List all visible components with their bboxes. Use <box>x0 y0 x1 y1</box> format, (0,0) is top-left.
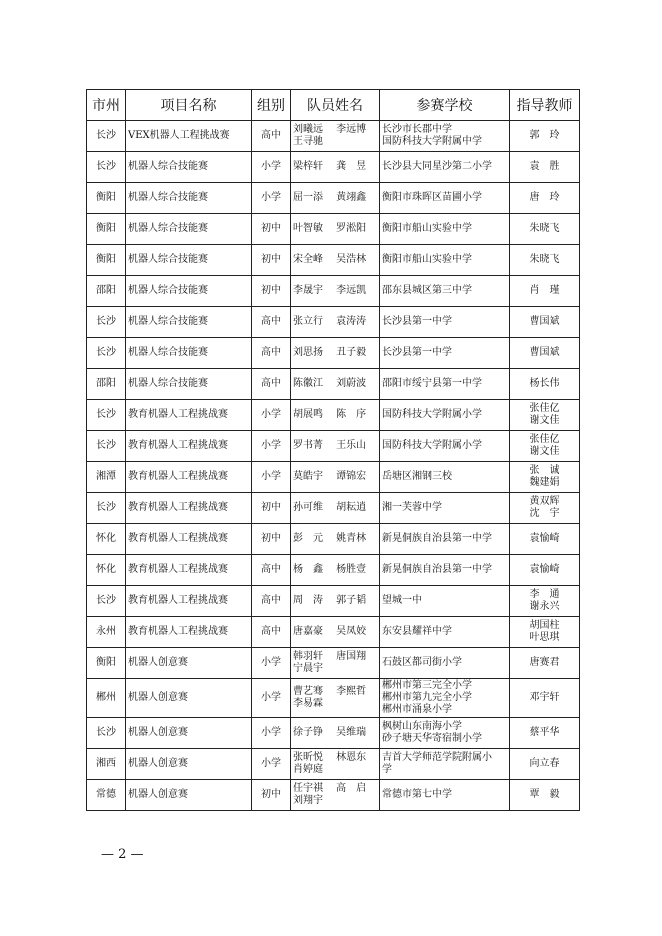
city-cell: 长沙 <box>87 586 126 617</box>
teacher-line: 魏建娟 <box>529 477 560 488</box>
group-cell: 小学 <box>252 431 291 462</box>
teacher-line: 谢永兴 <box>529 601 560 612</box>
table-body <box>87 121 580 811</box>
group-cell: 小学 <box>252 183 291 214</box>
member-line: 胡展鸣 陈 序 <box>293 409 367 420</box>
member-line: 罗书菁 王乐山 <box>293 440 367 451</box>
school-cell <box>380 555 510 586</box>
city-cell: 衡阳 <box>87 648 126 679</box>
teacher-cell <box>510 679 580 718</box>
city-cell: 长沙 <box>87 307 126 338</box>
group-cell: 小学 <box>252 749 291 780</box>
teacher-cell <box>510 586 580 617</box>
school-line: 长沙县第一中学 <box>382 316 452 327</box>
members-cell <box>291 338 380 369</box>
members-cell <box>291 586 380 617</box>
teacher-line: 张 诚 <box>529 465 560 476</box>
group-cell: 高中 <box>252 555 291 586</box>
school-cell <box>380 245 510 276</box>
members-cell <box>291 369 380 400</box>
city-cell: 长沙 <box>87 121 126 152</box>
header-group: 组别 <box>252 90 291 121</box>
school-cell <box>380 307 510 338</box>
school-cell <box>380 586 510 617</box>
city-cell: 永州 <box>87 617 126 648</box>
project-cell: 机器人综合技能赛 <box>126 183 252 214</box>
school-cell <box>380 276 510 307</box>
group-cell: 高中 <box>252 307 291 338</box>
member-line: 莫皓宇 谭锦宏 <box>293 471 367 482</box>
project-cell: 机器人创意赛 <box>126 648 252 679</box>
members-cell <box>291 524 380 555</box>
header-city: 市州 <box>87 90 126 121</box>
city-cell: 邵阳 <box>87 369 126 400</box>
members-cell <box>291 718 380 749</box>
table-row <box>87 369 580 400</box>
group-cell: 初中 <box>252 780 291 811</box>
member-line: 任宇祺 高 启 <box>293 783 367 794</box>
school-cell <box>380 648 510 679</box>
city-cell: 湘西 <box>87 749 126 780</box>
teacher-line: 黄双辉 <box>529 496 560 507</box>
teacher-cell <box>510 648 580 679</box>
teacher-cell <box>510 555 580 586</box>
table-row <box>87 152 580 183</box>
teacher-cell <box>510 183 580 214</box>
city-cell: 常德 <box>87 780 126 811</box>
teacher-line: 胡国柱 <box>529 620 560 631</box>
award-table <box>86 89 580 811</box>
teacher-cell <box>510 718 580 749</box>
teacher-line: 谢文佳 <box>529 415 560 426</box>
table-header-row <box>87 90 580 121</box>
teacher-line: 袁愉崎 <box>529 533 560 544</box>
group-cell: 小学 <box>252 462 291 493</box>
school-cell <box>380 780 510 811</box>
teacher-cell <box>510 431 580 462</box>
teacher-line: 曹国斌 <box>529 316 560 327</box>
school-cell <box>380 431 510 462</box>
project-cell: 教育机器人工程挑战赛 <box>126 462 252 493</box>
school-line: 衡阳市珠晖区苗圃小学 <box>382 192 482 203</box>
school-cell <box>380 369 510 400</box>
teacher-cell <box>510 524 580 555</box>
group-cell: 初中 <box>252 245 291 276</box>
school-line: 衡阳市船山实验中学 <box>382 254 472 265</box>
group-cell: 小学 <box>252 679 291 718</box>
project-cell: 机器人综合技能赛 <box>126 369 252 400</box>
table-row <box>87 555 580 586</box>
teacher-line: 朱晓飞 <box>529 254 560 265</box>
group-cell: 高中 <box>252 121 291 152</box>
school-line: 长沙县大同星沙第二小学 <box>382 161 492 172</box>
school-line: 国防科技大学附属小学 <box>382 409 482 420</box>
project-cell: 教育机器人工程挑战赛 <box>126 524 252 555</box>
city-cell: 长沙 <box>87 338 126 369</box>
school-cell <box>380 617 510 648</box>
teacher-cell <box>510 121 580 152</box>
members-cell <box>291 462 380 493</box>
member-line: 韩羽轩 唐国翔 <box>293 651 367 662</box>
table-row <box>87 276 580 307</box>
school-line: 学 <box>382 764 392 775</box>
members-cell <box>291 679 380 718</box>
group-cell: 初中 <box>252 276 291 307</box>
city-cell: 邵阳 <box>87 276 126 307</box>
school-line: 邵东县城区第三中学 <box>382 285 472 296</box>
school-line: 新晃侗族自治县第一中学 <box>382 533 492 544</box>
school-line: 长沙市长郡中学 <box>382 124 452 135</box>
members-cell <box>291 493 380 524</box>
school-line: 衡阳市船山实验中学 <box>382 223 472 234</box>
group-cell: 初中 <box>252 493 291 524</box>
teacher-cell <box>510 369 580 400</box>
school-cell <box>380 183 510 214</box>
table-row <box>87 586 580 617</box>
teacher-line: 袁愉崎 <box>529 564 560 575</box>
project-cell: 教育机器人工程挑战赛 <box>126 493 252 524</box>
member-line: 王寻驰 <box>293 136 323 147</box>
table-row <box>87 679 580 718</box>
teacher-line: 邓宇轩 <box>529 692 560 703</box>
teacher-line: 张佳亿 <box>529 434 560 445</box>
member-line: 孙可维 胡耘逍 <box>293 502 367 513</box>
member-line: 张昕悦 林恩东 <box>293 752 367 763</box>
project-cell: 教育机器人工程挑战赛 <box>126 400 252 431</box>
member-line: 曹艺骞 李熙哲 <box>293 686 367 697</box>
table-row <box>87 431 580 462</box>
members-cell <box>291 183 380 214</box>
school-line: 砂子塘天华寄宿制小学 <box>382 733 482 744</box>
group-cell: 小学 <box>252 400 291 431</box>
members-cell <box>291 780 380 811</box>
project-cell: 机器人综合技能赛 <box>126 152 252 183</box>
table-row <box>87 245 580 276</box>
project-cell: 机器人创意赛 <box>126 749 252 780</box>
school-cell <box>380 718 510 749</box>
member-line: 宁晨宇 <box>293 663 323 674</box>
table-row <box>87 307 580 338</box>
project-cell: 机器人综合技能赛 <box>126 276 252 307</box>
school-cell <box>380 679 510 718</box>
teacher-line: 李 通 <box>529 589 560 600</box>
member-line: 屈一添 黄翊鑫 <box>293 192 367 203</box>
members-cell <box>291 276 380 307</box>
teacher-cell <box>510 214 580 245</box>
members-cell <box>291 648 380 679</box>
member-line: 李易霖 <box>293 698 323 709</box>
school-line: 东安县耀祥中学 <box>382 626 452 637</box>
project-cell: 机器人创意赛 <box>126 780 252 811</box>
teacher-line: 叶思琪 <box>529 632 560 643</box>
table-row <box>87 183 580 214</box>
teacher-line: 沈 宇 <box>529 508 560 519</box>
school-line: 国防科技大学附属中学 <box>382 136 482 147</box>
project-cell: 机器人创意赛 <box>126 718 252 749</box>
member-line: 梁梓轩 龚 昱 <box>293 161 367 172</box>
teacher-line: 张佳亿 <box>529 403 560 414</box>
member-line: 刘翔宇 <box>293 795 323 806</box>
school-line: 国防科技大学附属小学 <box>382 440 482 451</box>
group-cell: 初中 <box>252 214 291 245</box>
header-school: 参赛学校 <box>380 90 510 121</box>
members-cell <box>291 214 380 245</box>
table-row <box>87 524 580 555</box>
school-line: 郴州市第九完全小学 <box>382 692 472 703</box>
school-cell <box>380 462 510 493</box>
group-cell: 高中 <box>252 586 291 617</box>
group-cell: 小学 <box>252 718 291 749</box>
school-line: 枫树山东南海小学 <box>382 721 462 732</box>
school-line: 常德市第七中学 <box>382 789 452 800</box>
members-cell <box>291 307 380 338</box>
member-line: 刘曦远 李远博 <box>293 124 367 135</box>
school-line: 望城一中 <box>382 595 422 606</box>
teacher-line: 谢文佳 <box>529 446 560 457</box>
members-cell <box>291 152 380 183</box>
teacher-line: 唐赛君 <box>529 657 560 668</box>
project-cell: 机器人综合技能赛 <box>126 338 252 369</box>
member-line: 李晟宇 李远凯 <box>293 285 367 296</box>
table-row <box>87 121 580 152</box>
page-number: — 2 — <box>101 847 144 862</box>
table-row <box>87 338 580 369</box>
school-cell <box>380 152 510 183</box>
teacher-line: 向立春 <box>529 758 560 769</box>
member-line: 刘思扬 丑子毅 <box>293 347 367 358</box>
table-row <box>87 462 580 493</box>
city-cell: 湘潭 <box>87 462 126 493</box>
teacher-cell <box>510 307 580 338</box>
teacher-line: 覃 毅 <box>529 789 560 800</box>
school-cell <box>380 400 510 431</box>
city-cell: 怀化 <box>87 524 126 555</box>
city-cell: 长沙 <box>87 718 126 749</box>
member-line: 彭 元 姚青林 <box>293 533 367 544</box>
city-cell: 长沙 <box>87 431 126 462</box>
city-cell: 衡阳 <box>87 245 126 276</box>
group-cell: 小学 <box>252 152 291 183</box>
teacher-line: 朱晓飞 <box>529 223 560 234</box>
teacher-line: 蔡平华 <box>529 727 560 738</box>
members-cell <box>291 749 380 780</box>
school-line: 新晃侗族自治县第一中学 <box>382 564 492 575</box>
members-cell <box>291 555 380 586</box>
header-teacher: 指导教师 <box>510 90 580 121</box>
members-cell <box>291 121 380 152</box>
school-cell <box>380 493 510 524</box>
members-cell <box>291 617 380 648</box>
teacher-cell <box>510 462 580 493</box>
teacher-line: 曹国斌 <box>529 347 560 358</box>
table-row <box>87 780 580 811</box>
table-row <box>87 648 580 679</box>
header-members: 队员姓名 <box>291 90 380 121</box>
table-row <box>87 749 580 780</box>
city-cell: 怀化 <box>87 555 126 586</box>
school-cell <box>380 121 510 152</box>
teacher-line: 袁 胜 <box>529 161 560 172</box>
city-cell: 长沙 <box>87 400 126 431</box>
school-line: 吉首大学师范学院附属小 <box>382 752 492 763</box>
city-cell: 衡阳 <box>87 214 126 245</box>
school-line: 长沙县第一中学 <box>382 347 452 358</box>
table-row <box>87 493 580 524</box>
table-row <box>87 617 580 648</box>
header-project: 项目名称 <box>126 90 252 121</box>
project-cell: 机器人综合技能赛 <box>126 245 252 276</box>
member-line: 陈徽江 刘蔚波 <box>293 378 367 389</box>
project-cell: 教育机器人工程挑战赛 <box>126 586 252 617</box>
table-row <box>87 214 580 245</box>
city-cell: 衡阳 <box>87 183 126 214</box>
teacher-cell <box>510 617 580 648</box>
group-cell: 小学 <box>252 648 291 679</box>
school-line: 邵阳市绥宁县第一中学 <box>382 378 482 389</box>
group-cell: 初中 <box>252 524 291 555</box>
teacher-cell <box>510 749 580 780</box>
group-cell: 高中 <box>252 369 291 400</box>
school-cell <box>380 214 510 245</box>
city-cell: 长沙 <box>87 493 126 524</box>
member-line: 肖婷庭 <box>293 764 323 775</box>
project-cell: 机器人综合技能赛 <box>126 307 252 338</box>
teacher-cell <box>510 245 580 276</box>
project-cell: 教育机器人工程挑战赛 <box>126 617 252 648</box>
member-line: 张立行 袁涛涛 <box>293 316 367 327</box>
city-cell: 长沙 <box>87 152 126 183</box>
teacher-cell <box>510 400 580 431</box>
teacher-cell <box>510 493 580 524</box>
school-cell <box>380 749 510 780</box>
project-cell: 教育机器人工程挑战赛 <box>126 431 252 462</box>
school-cell <box>380 524 510 555</box>
teacher-cell <box>510 338 580 369</box>
member-line: 周 涛 郭子韬 <box>293 595 367 606</box>
award-table-container <box>86 89 579 811</box>
member-line: 杨 鑫 杨胜壹 <box>293 564 367 575</box>
teacher-line: 唐 玲 <box>529 192 560 203</box>
project-cell: VEX机器人工程挑战赛 <box>126 121 252 152</box>
teacher-line: 肖 瑾 <box>529 285 560 296</box>
project-cell: 机器人综合技能赛 <box>126 214 252 245</box>
group-cell: 高中 <box>252 617 291 648</box>
teacher-cell <box>510 276 580 307</box>
school-line: 石鼓区都司街小学 <box>382 657 462 668</box>
table-row <box>87 718 580 749</box>
members-cell <box>291 431 380 462</box>
member-line: 叶智敏 罗淞阳 <box>293 223 367 234</box>
members-cell <box>291 245 380 276</box>
table-row <box>87 400 580 431</box>
member-line: 宋全峰 吴浩林 <box>293 254 367 265</box>
project-cell: 教育机器人工程挑战赛 <box>126 555 252 586</box>
school-line: 岳塘区湘钢三校 <box>382 471 452 482</box>
group-cell: 高中 <box>252 338 291 369</box>
school-line: 郴州市涌泉小学 <box>382 704 452 715</box>
school-cell <box>380 338 510 369</box>
members-cell <box>291 400 380 431</box>
city-cell: 郴州 <box>87 679 126 718</box>
teacher-line: 杨长伟 <box>529 378 560 389</box>
teacher-cell <box>510 780 580 811</box>
member-line: 徐子铮 吴维瑞 <box>293 727 367 738</box>
teacher-line: 郭 玲 <box>529 130 560 141</box>
school-line: 郴州市第三完全小学 <box>382 680 472 691</box>
school-line: 湘一芙蓉中学 <box>382 502 442 513</box>
teacher-cell <box>510 152 580 183</box>
member-line: 唐嘉豪 吴凤姣 <box>293 626 367 637</box>
project-cell: 机器人创意赛 <box>126 679 252 718</box>
